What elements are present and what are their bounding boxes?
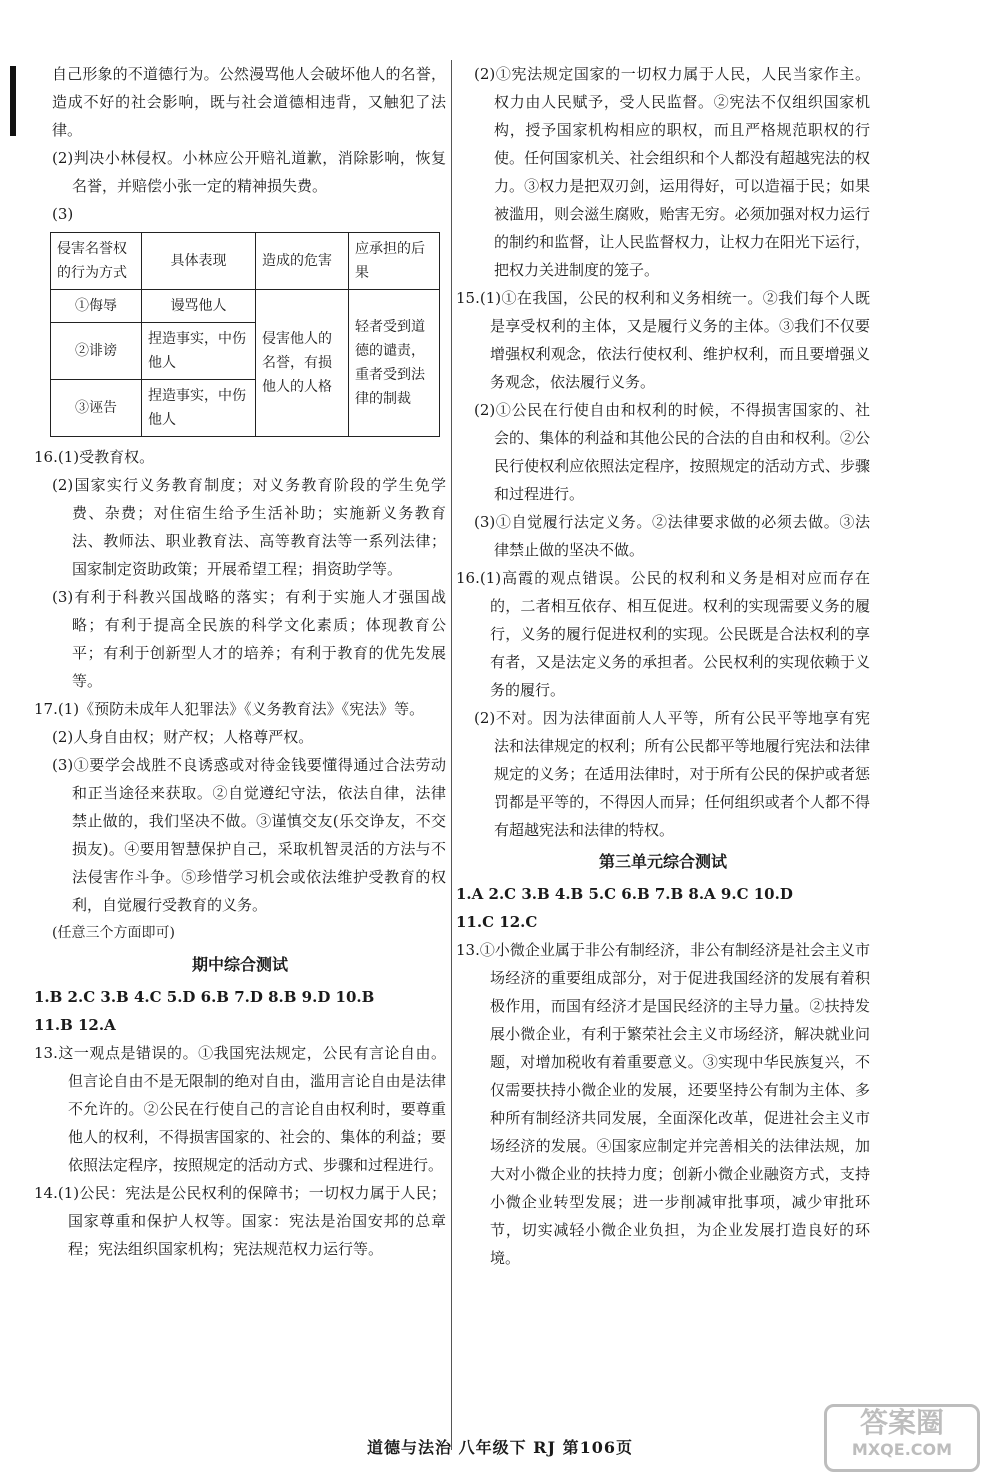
midterm-section-title: 期中综合测试 [191, 955, 288, 974]
answer-15-2: (2)①公民在行使自由和权利的时候，不得损害国家的、社会的、集体的利益和其他公民的合法的自由和权利。②公民行使权利应依照法定程序，按照规定的活动方式、步骤和过程进行。 [474, 401, 870, 503]
midterm-answer-14-1: 14.(1)公民：宪法是公民权利的保障书；一切权力属于人民；国家尊重和保护人权等。国家：宪法是治国安邦的总章程；宪法组织国家机构；宪法规范权力运行等。 [34, 1184, 446, 1258]
answer-14-2: (2)①宪法规定国家的一切权力属于人民，人民当家作主。权力由人民赋予，受人民监督。②宪法不仅组织国家机构，授予国家机构相应的职权，而且严格规范职权的行使。任何国家机关、社会组织和个人都没有超越宪法的权力。③权力是把双刃剑，运用得好，可以造福于民；如果被滥用，则会滋生腐败，贻害无穷。必须加强对权力运行的制约和监督，让人民监督权力，让权力在阳光下运行，把权力关进制度的笼子。 [474, 65, 870, 279]
answer-15-1: 15.(1)①在我国，公民的权利和义务相统一。②我们每个人既是享受权利的主体，又是履行义务的主体。③我们不仅要增强权利观念，依法行使权利、维护权利，而且要增强义务观念，依法履行义务。 [456, 289, 870, 391]
answer-17-3: (3)①要学会战胜不良诱惑或对待金钱要懂得通过合法劳动和正当途径来获取。②自觉遵纪守法，依法自律，法律禁止做的，我们坚决不做。③谨慎交友(乐交诤友，不交损友)。④要用智慧保护自己，采取机智灵活的方法与不法侵害作斗争。⑤珍惜学习机会或依法维护受教育的权利，自觉履行受教育的义务。 [52, 756, 446, 914]
watermark-text: 答案圈 [859, 1406, 944, 1439]
answer-16-1-right: 16.(1)高霞的观点错误。公民的权利和义务是相对应而存在的，二者相互依存、相互促进。权利的实现需要义务的履行，义务的履行促进权利的实现。公民既是合法权利的享有者，又是法定义务的承担者。公民权利的实现依赖于义务的履行。 [456, 569, 870, 699]
table-header-cell: 侵害名誉权的行为方式 [51, 233, 142, 290]
table-cell: 捏造事实，中伤他人 [142, 380, 256, 437]
table-row [51, 290, 440, 323]
left-paragraph-3: (3) [52, 205, 74, 223]
right-column [456, 60, 870, 1272]
margin-mark [10, 66, 16, 136]
watermark-url: MXQE.COM [851, 1440, 953, 1459]
table-cell: ③诬告 [51, 380, 142, 437]
answer-16-2-right: (2)不对。因为法律面前人人平等，所有公民平等地享有宪法和法律规定的权利；所有公民都平等地履行宪法和法律规定的义务；在适用法律时，对于所有公民的保护或者惩罚都是平等的，不得因人而异；任何组织或者个人都不得有超越宪法和法律的特权。 [474, 709, 870, 839]
left-paragraph-1: 自己形象的不道德行为。公然漫骂他人会破坏他人的名誉，造成不好的社会影响，既与社会道德相违背，又触犯了法律。 [52, 65, 446, 139]
table-cell-consequence: 轻者受到道德的谴责，重者受到法律的制裁 [349, 290, 440, 437]
answer-17-1: 17.(1)《预防未成年人犯罪法》《义务教育法》《宪法》等。 [34, 700, 425, 718]
answer-17-2: (2)人身自由权；财产权；人格尊严权。 [52, 728, 314, 746]
table-header-cell: 应承担的后果 [349, 233, 440, 290]
midterm-choice-answers: 1.B 2.C 3.B 4.C 5.D 6.B 7.D 8.B 9.D 10.B [34, 988, 375, 1006]
midterm-choice-answers-2: 11.B 12.A [34, 1016, 116, 1034]
table-cell: 谩骂他人 [142, 290, 256, 323]
table-cell: ②诽谤 [51, 323, 142, 380]
reputation-table [50, 232, 440, 437]
table-header-cell: 造成的危害 [256, 233, 349, 290]
left-column [34, 60, 446, 1263]
unit3-answer-13: 13.①小微企业属于非公有制经济，非公有制经济是社会主义市场经济的重要组成部分，对于促进我国经济的发展有着积极作用，而国有经济才是国民经济的主导力量。②扶持发展小微企业，有利于繁荣社会主义市场经济，解决就业问题，对增加税收有着重要意义。③实现中华民族复兴，不仅需要扶持小微企业的发展，还要坚持公有制为主体、多种所有制经济共同发展，全面深化改革，促进社会主义市场经济的发展。④国家应制定并完善相关的法律法规，加大对小微企业的扶持力度；创新小微企业融资方式，支持小微企业转型发展；进一步削减审批事项，减少审批环节，切实减轻小微企业负担，为企业发展打造良好的环境。 [456, 941, 870, 1267]
table-header-row [51, 233, 440, 290]
answer-16-1: 16.(1)受教育权。 [34, 448, 155, 466]
table-cell-harm: 侵害他人的名誉，有损他人的人格 [256, 290, 349, 437]
table-cell: 捏造事实，中伤他人 [142, 323, 256, 380]
column-divider [451, 60, 452, 1450]
unit3-section-title: 第三单元综合测试 [598, 852, 727, 871]
unit3-choice-answers-2: 11.C 12.C [456, 913, 538, 931]
page-footer: 道德与法治 八年级下 RJ 第106页 [367, 1438, 633, 1457]
answer-17-note: (任意三个方面即可) [52, 925, 175, 941]
left-paragraph-2: (2)判决小林侵权。小林应公开赔礼道歉，消除影响，恢复名誉，并赔偿小张一定的精神损失费。 [52, 149, 446, 195]
table-header-cell: 具体表现 [142, 233, 256, 290]
answer-15-3: (3)①自觉履行法定义务。②法律要求做的必须去做。③法律禁止做的坚决不做。 [474, 513, 870, 559]
answer-16-2: (2)国家实行义务教育制度；对义务教育阶段的学生免学费、杂费；对住宿生给予生活补助；实施新义务教育法、教师法、职业教育法、高等教育法等一系列法律；国家制定资助政策；开展希望工程；捐资助学等。 [52, 476, 446, 578]
midterm-answer-13: 13.这一观点是错误的。①我国宪法规定，公民有言论自由。但言论自由不是无限制的绝对自由，滥用言论自由是法律不允许的。②公民在行使自己的言论自由权利时，要尊重他人的权利，不得损害国家的、社会的、集体的利益；要依照法定程序，按照规定的活动方式、步骤和过程进行。 [34, 1044, 446, 1174]
answer-16-3: (3)有利于科教兴国战略的落实；有利于实施人才强国战略；有利于提高全民族的科学文化素质；体现教育公平；有利于创新型人才的培养；有利于教育的优先发展等。 [52, 588, 446, 690]
watermark-logo [824, 1404, 980, 1472]
unit3-choice-answers: 1.A 2.C 3.B 4.B 5.C 6.B 7.B 8.A 9.C 10.D [456, 885, 793, 903]
table-cell: ①侮辱 [51, 290, 142, 323]
